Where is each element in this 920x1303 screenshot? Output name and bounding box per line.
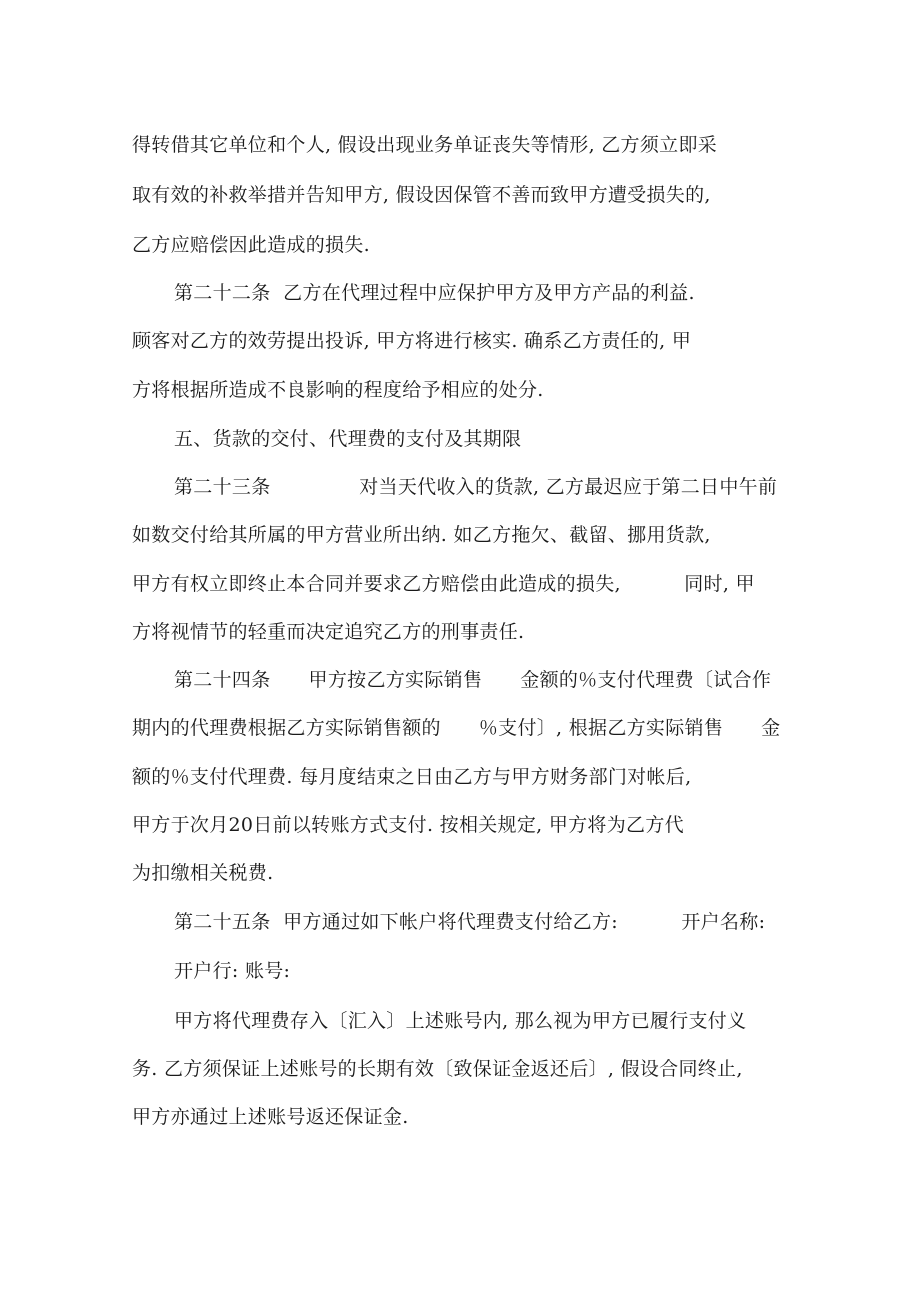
text-line: 甲方亦通过上述账号返还保证金. — [132, 1106, 409, 1128]
text-line: 方将视情节的轻重而决定追究乙方的刑事责任. — [132, 621, 525, 643]
text-line: 额的％支付代理费. 每月度结束之日由乙方与甲方财务部门对帐后, — [132, 766, 692, 788]
text-line: 甲方将代理费存入〔汇入〕上述账号内, 那么视为甲方已履行支付义 — [174, 1010, 747, 1032]
text-line: 顾客对乙方的效劳提出投诉, 甲方将进行核实. 确系乙方责任的, 甲 — [132, 330, 692, 352]
article-22-line: 第二十二条 乙方在代理过程中应保护甲方及甲方产品的利益. — [174, 282, 695, 304]
text-line: 甲方于次月20日前以转账方式支付. 按相关规定, 甲方将为乙方代 — [132, 814, 684, 836]
text-line: 为扣缴相关税费. — [132, 862, 274, 884]
text-line: 方将根据所造成不良影响的程度给予相应的处分. — [132, 379, 544, 401]
article-23-line: 第二十三条 对当天代收入的货款, 乙方最迟应于第二日中午前 — [174, 476, 778, 498]
article-24-line: 第二十四条 甲方按乙方实际销售 金额的％支付代理费〔试合作 — [174, 669, 772, 691]
text-line: 务. 乙方须保证上述账号的长期有效〔致保证金返还后〕, 假设合同终止, — [132, 1058, 743, 1080]
article-25-line: 第二十五条 甲方通过如下帐户将代理费支付给乙方: 开户名称: — [174, 911, 766, 933]
text-line: 期内的代理费根据乙方实际销售额的 ％支付〕, 根据乙方实际销售 金 — [132, 717, 781, 739]
section-heading: 五、货款的交付、代理费的支付及其期限 — [174, 428, 522, 450]
text-line: 乙方应赔偿因此造成的损失. — [132, 234, 370, 256]
text-line: 如数交付给其所属的甲方营业所出纳. 如乙方拖欠、截留、挪用货款, — [132, 524, 711, 546]
text-line: 取有效的补救举措并告知甲方, 假设因保管不善而致甲方遭受损失的, — [132, 184, 711, 206]
bank-account-line: 开户行: 账号: — [174, 960, 291, 982]
text-line: 得转借其它单位和个人, 假设出现业务单证丧失等情形, 乙方须立即采 — [132, 134, 718, 156]
text-line: 甲方有权立即终止本合同并要求乙方赔偿由此造成的损失, 同时, 甲 — [132, 573, 755, 595]
